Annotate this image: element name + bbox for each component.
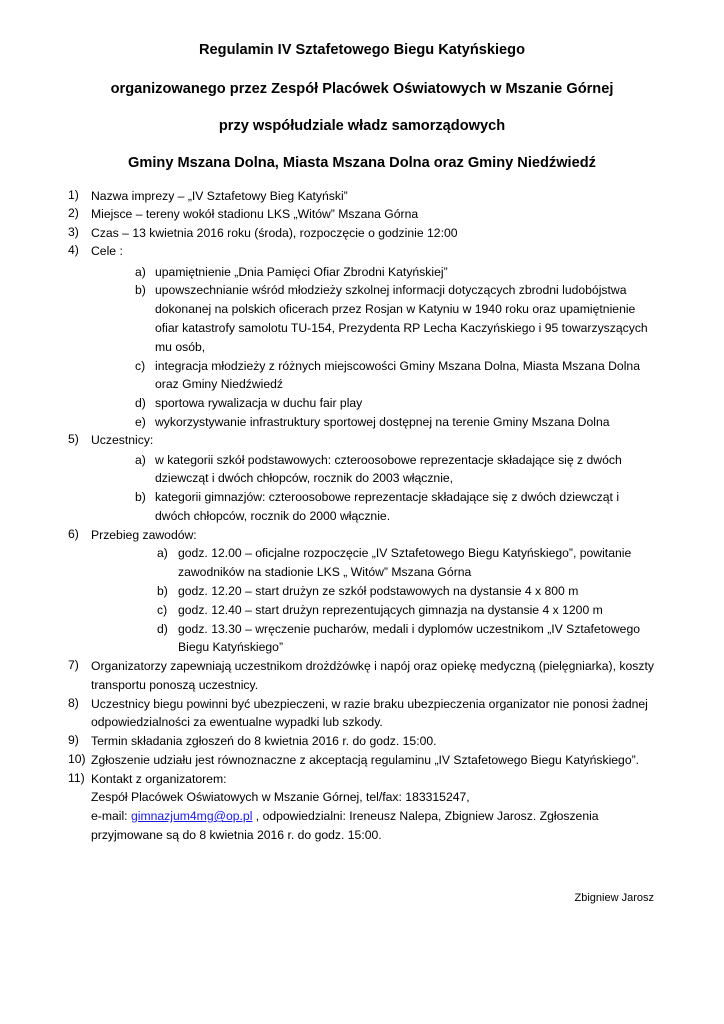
- signature: Zbigniew Jarosz: [574, 892, 654, 904]
- item-2-number: 2): [68, 206, 79, 220]
- item-1-text: Nazwa imprezy – „IV Sztafetowy Bieg Katyński”: [91, 189, 348, 203]
- item-1-number: 1): [68, 188, 79, 202]
- item-5b-marker: b): [135, 490, 146, 504]
- item-4e-marker: e): [135, 415, 146, 429]
- item-4e-text: wykorzystywanie infrastruktury sportowej dostępnej na terenie Gminy Mszana Dolna: [155, 415, 610, 429]
- item-4d-marker: d): [135, 396, 146, 410]
- email-prefix: e-mail:: [91, 809, 131, 823]
- item-6a-line-2: zawodników na stadionie LKS „ Witów” Mszana Górna: [178, 565, 472, 579]
- item-4a-text: upamiętnienie „Dnia Pamięci Ofiar Zbrodni Katyńskiej”: [155, 265, 448, 279]
- item-5a-marker: a): [135, 453, 146, 467]
- title-line-3: przy współudziale władz samorządowych: [218, 118, 506, 134]
- item-4b-marker: b): [135, 283, 146, 297]
- item-10-number: 10): [68, 752, 86, 766]
- item-6d-line-2: Biegu Katyńskiego”: [178, 640, 284, 654]
- item-4c-marker: c): [135, 359, 146, 373]
- item-6b-marker: b): [157, 584, 168, 598]
- item-4c-line-2: oraz Gminy Niedźwiedź: [155, 377, 284, 391]
- contact-address: Zespół Placówek Oświatowych w Mszanie Górnej, tel/fax: 183315247,: [91, 790, 470, 804]
- item-5b-line-2: dwóch chłopców, rocznik do 2000 włącznie.: [155, 509, 391, 523]
- item-6d-line-1: godz. 13.30 – wręczenie pucharów, medali i dyplomów uczestnikom „IV Sztafetowego: [178, 622, 641, 636]
- item-8-line-2: odpowiedzialności za ewentualne wypadki lub szkody.: [91, 715, 383, 729]
- item-6-number: 6): [68, 527, 79, 541]
- item-6b-text: godz. 12.20 – start drużyn ze szkół podstawowych na dystansie 4 x 800 m: [178, 584, 579, 598]
- item-11-text: Kontakt z organizatorem:: [91, 772, 227, 786]
- item-6a-line-1: godz. 12.00 – oficjalne rozpoczęcie „IV Sztafetowego Biegu Katyńskiego”, powitanie: [178, 546, 632, 560]
- item-6a-marker: a): [157, 546, 168, 560]
- contact-persons: , odpowiedzialni: Ireneusz Nalepa, Zbigniew Jarosz. Zgłoszenia: [252, 809, 599, 823]
- item-8-number: 8): [68, 696, 79, 710]
- item-4b-line-3: ofiar katastrofy samolotu TU-154, Prezydenta RP Lecha Kaczyńskiego i 95 towarzyszących: [155, 321, 648, 335]
- contact-deadline: przyjmowane są do 8 kwietnia 2016 r. do godz. 15:00.: [91, 828, 382, 842]
- title-line-1: Regulamin IV Sztafetowego Biegu Katyńskiego: [199, 42, 525, 58]
- item-2-text: Miejsce – tereny wokół stadionu LKS „Witów” Mszana Górna: [91, 207, 419, 221]
- item-9-text: Termin składania zgłoszeń do 8 kwietnia 2016 r. do godz. 15:00.: [91, 734, 437, 748]
- item-6c-text: godz. 12.40 – start drużyn reprezentujących gimnazja na dystansie 4 x 1200 m: [178, 603, 603, 617]
- item-4d-text: sportowa rywalizacja w duchu fair play: [155, 396, 363, 410]
- item-4c-line-1: integracja młodzieży z różnych miejscowości Gminy Mszana Dolna, Miasta Mszana Dolna: [155, 359, 640, 373]
- item-7-number: 7): [68, 658, 79, 672]
- item-4b-line-4: mu osób,: [155, 340, 206, 354]
- item-4b-line-2: dokonanej na polskich oficerach przez Rosjan w Katyniu w 1940 roku oraz upamiętnienie: [155, 302, 636, 316]
- item-7-line-2: transportu ponoszą uczestnicy.: [91, 678, 259, 692]
- item-5-text: Uczestnicy:: [91, 433, 154, 447]
- item-6c-marker: c): [157, 603, 168, 617]
- item-4b-line-1: upowszechnianie wśród młodzieży szkolnej informacji dotyczących zbrodni ludobójstwa: [155, 283, 627, 297]
- item-4-number: 4): [68, 243, 79, 257]
- item-4a-marker: a): [135, 265, 146, 279]
- item-6d-marker: d): [157, 622, 168, 636]
- item-11-number: 11): [68, 771, 85, 785]
- item-5b-line-1: kategorii gimnazjów: czteroosobowe reprezentacje składające się z dwóch dziewcząt i: [155, 490, 620, 504]
- item-5-number: 5): [68, 432, 79, 446]
- item-4-text: Cele :: [91, 244, 123, 258]
- item-8-line-1: Uczestnicy biegu powinni być ubezpieczeni, w razie braku ubezpieczenia organizator nie ponosi żadnej: [91, 697, 648, 711]
- item-7-line-1: Organizatorzy zapewniają uczestnikom drożdżówkę i napój oraz opiekę medyczną (pielęgniarka), koszty: [91, 659, 654, 673]
- item-5a-line-1: w kategorii szkół podstawowych: czteroosobowe reprezentacje składające się z dwóch: [155, 453, 622, 467]
- item-3-number: 3): [68, 225, 79, 239]
- item-6-text: Przebieg zawodów:: [91, 528, 197, 542]
- item-10-text: Zgłoszenie udziału jest równoznaczne z akceptacją regulaminu „IV Sztafetowego Biegu Katyńskiego”.: [91, 753, 640, 767]
- item-9-number: 9): [68, 733, 79, 747]
- email-link[interactable]: gimnazjum4mg@op.pl: [130, 809, 253, 823]
- title-line-4: Gminy Mszana Dolna, Miasta Mszana Dolna oraz Gminy Niedźwiedź: [128, 155, 596, 171]
- title-line-2: organizowanego przez Zespół Placówek Oświatowych w Mszanie Górnej: [110, 81, 614, 97]
- item-3-text: Czas – 13 kwietnia 2016 roku (środa), rozpoczęcie o godzinie 12:00: [91, 226, 458, 240]
- item-5a-line-2: dziewcząt i dwóch chłopców, rocznik do 2003 włącznie,: [155, 471, 454, 485]
- contact-email-line: [91, 808, 599, 824]
